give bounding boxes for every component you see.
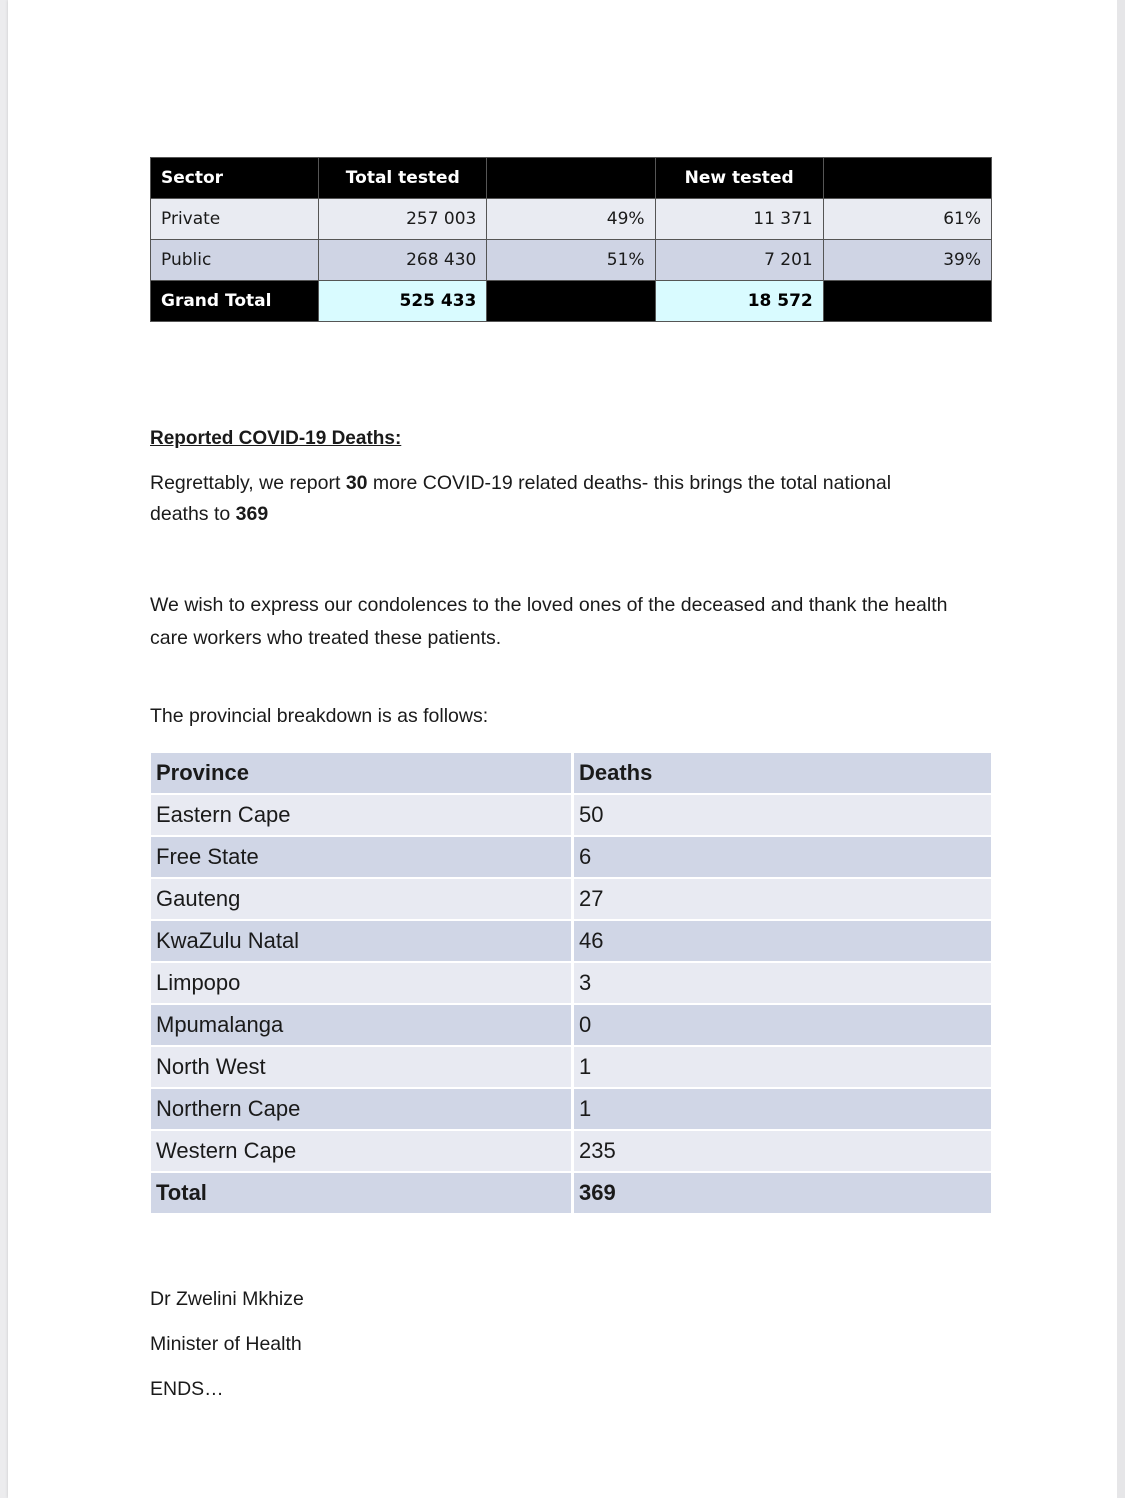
deaths-cell: 27 bbox=[574, 879, 991, 921]
ends-marker: ENDS… bbox=[150, 1378, 224, 1400]
new-cell: 7 201 bbox=[655, 240, 823, 281]
deaths-paragraph bbox=[150, 468, 1000, 530]
deaths-cell: 1 bbox=[574, 1089, 991, 1131]
signatory-name: Dr Zwelini Mkhize bbox=[150, 1288, 304, 1310]
grand-total-spacer bbox=[487, 281, 655, 322]
total-cell: 257 003 bbox=[319, 199, 487, 240]
condolences-paragraph bbox=[150, 589, 1000, 655]
header-new-tested: New tested bbox=[655, 158, 823, 199]
testing-table-header bbox=[151, 158, 992, 199]
deaths-cell: 50 bbox=[574, 795, 991, 837]
deaths-text: more COVID-19 related deaths- this brings the total national bbox=[367, 472, 892, 494]
province-cell: Gauteng bbox=[151, 879, 574, 921]
province-cell: Northern Cape bbox=[151, 1089, 574, 1131]
total-pct-cell: 51% bbox=[487, 240, 655, 281]
table-row bbox=[151, 1089, 991, 1131]
grand-total-new: 18 572 bbox=[655, 281, 823, 322]
province-table-header bbox=[151, 753, 991, 795]
deaths-heading: Reported COVID-19 Deaths: bbox=[150, 428, 402, 449]
table-row bbox=[151, 963, 991, 1005]
deaths-cell: 0 bbox=[574, 1005, 991, 1047]
table-row bbox=[151, 1131, 991, 1173]
province-cell: Limpopo bbox=[151, 963, 574, 1005]
table-row bbox=[151, 879, 991, 921]
table-row bbox=[151, 921, 991, 963]
document-page bbox=[8, 0, 1117, 1498]
table-row bbox=[151, 795, 991, 837]
grand-total-tested: 525 433 bbox=[319, 281, 487, 322]
header-sector: Sector bbox=[151, 158, 319, 199]
deaths-cell: 235 bbox=[574, 1131, 991, 1173]
total-pct-cell: 49% bbox=[487, 199, 655, 240]
sector-cell: Public bbox=[151, 240, 319, 281]
header-total-pct bbox=[487, 158, 655, 199]
province-cell: North West bbox=[151, 1047, 574, 1089]
testing-table bbox=[150, 157, 992, 322]
deaths-cell: 6 bbox=[574, 837, 991, 879]
new-deaths-count: 30 bbox=[345, 472, 368, 494]
total-deaths: 369 bbox=[574, 1173, 991, 1215]
deaths-cell: 3 bbox=[574, 963, 991, 1005]
header-new-pct bbox=[823, 158, 991, 199]
new-cell: 11 371 bbox=[655, 199, 823, 240]
condolences-line: care workers who treated these patients. bbox=[150, 627, 502, 649]
province-cell: Mpumalanga bbox=[151, 1005, 574, 1047]
header-total-tested: Total tested bbox=[319, 158, 487, 199]
table-row bbox=[151, 1005, 991, 1047]
deaths-cell: 46 bbox=[574, 921, 991, 963]
breakdown-intro: The provincial breakdown is as follows: bbox=[150, 705, 489, 727]
condolences-line: We wish to express our condolences to the loved ones of the deceased and thank the health bbox=[150, 594, 948, 616]
province-total-row bbox=[151, 1173, 991, 1215]
total-cell: 268 430 bbox=[319, 240, 487, 281]
total-deaths-count: 369 bbox=[235, 503, 269, 525]
table-row bbox=[151, 199, 992, 240]
table-row bbox=[151, 240, 992, 281]
table-row bbox=[151, 837, 991, 879]
total-label: Total bbox=[151, 1173, 574, 1215]
grand-total-row bbox=[151, 281, 992, 322]
new-pct-cell: 39% bbox=[823, 240, 991, 281]
deaths-cell: 1 bbox=[574, 1047, 991, 1089]
sector-cell: Private bbox=[151, 199, 319, 240]
page-gutter bbox=[1117, 0, 1125, 1498]
header-deaths: Deaths bbox=[574, 753, 991, 795]
deaths-text: Regrettably, we report bbox=[150, 472, 346, 494]
header-province: Province bbox=[151, 753, 574, 795]
new-pct-cell: 61% bbox=[823, 199, 991, 240]
province-cell: Eastern Cape bbox=[151, 795, 574, 837]
province-cell: Western Cape bbox=[151, 1131, 574, 1173]
province-cell: Free State bbox=[151, 837, 574, 879]
province-cell: KwaZulu Natal bbox=[151, 921, 574, 963]
signatory-title: Minister of Health bbox=[150, 1333, 302, 1355]
province-table bbox=[151, 753, 991, 1215]
grand-total-label: Grand Total bbox=[151, 281, 319, 322]
grand-total-spacer bbox=[823, 281, 991, 322]
deaths-text: deaths to bbox=[150, 503, 236, 525]
table-row bbox=[151, 1047, 991, 1089]
